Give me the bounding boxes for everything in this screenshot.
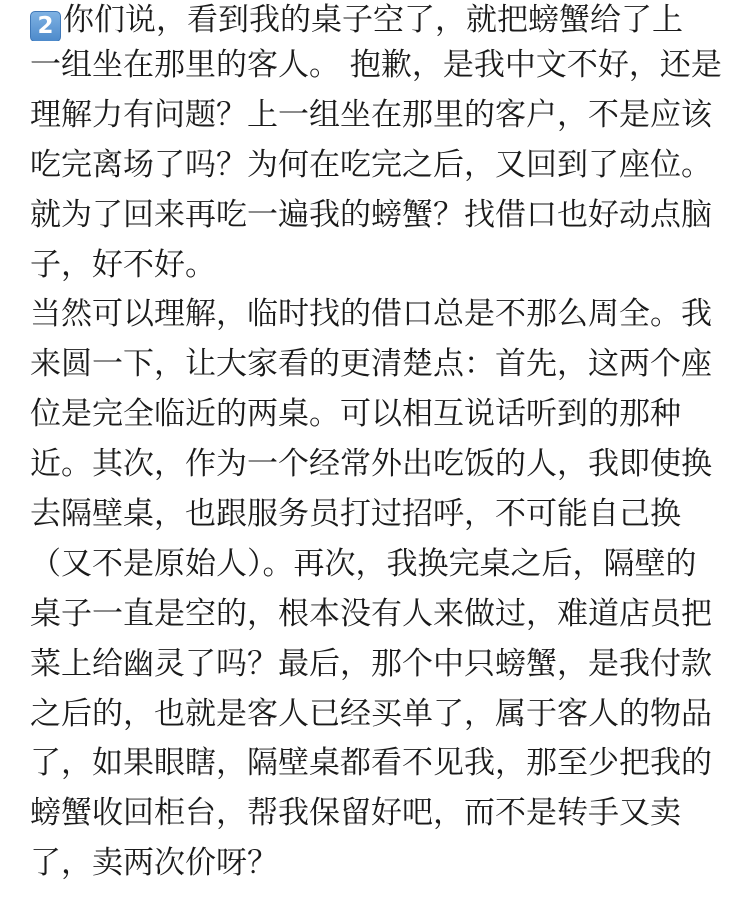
text-line: 之后的，也就是客人已经买单了，属于客人的物品 [30, 695, 712, 732]
text-line: 去隔壁桌，也跟服务员打过招呼，不可能自己换 [30, 496, 681, 533]
text-line: 近。其次，作为一个经常外出吃饭的人，我即使换 [30, 446, 712, 483]
text-line: 了，如果眼瞎，隔壁桌都看不见我，那至少把我的 [30, 745, 712, 782]
text-line: （又不是原始人）。再次，我换完桌之后，隔壁的 [30, 545, 697, 582]
text-line: 子，好不好。 [30, 246, 216, 283]
text-line: 位是完全临近的两桌。可以相互说话听到的那种 [30, 396, 681, 433]
post-body [30, 0, 725, 889]
text-line [30, 0, 725, 41]
text-line: 螃蟹收回柜台，帮我保留好吧，而不是转手又卖 [30, 795, 681, 832]
text-line: 来圆一下，让大家看的更清楚点：首先，这两个座 [30, 346, 712, 383]
text-line: 吃完离场了吗？为何在吃完之后，又回到了座位。 [30, 146, 712, 183]
text-line: 桌子一直是空的，根本没有人来做过，难道店员把 [30, 595, 712, 632]
text-line: 就为了回来再吃一遍我的螃蟹？找借口也好动点脑 [30, 196, 712, 233]
text-line: 当然可以理解，临时找的借口总是不那么周全。我 [30, 296, 712, 333]
text-line: 一组坐在那里的客人。 抱歉，是我中文不好，还是 [30, 47, 722, 83]
text-line: 了，卖两次价呀？ [30, 845, 278, 882]
number-2-badge-icon: 2 [30, 11, 61, 41]
text-line: 理解力有问题？上一组坐在那里的客户，不是应该 [30, 96, 712, 133]
text-line-content: 你们说，看到我的桌子空了，就把螃蟹给了上 [63, 2, 683, 38]
text-line: 菜上给幽灵了吗？最后，那个中只螃蟹，是我付款 [30, 645, 712, 682]
